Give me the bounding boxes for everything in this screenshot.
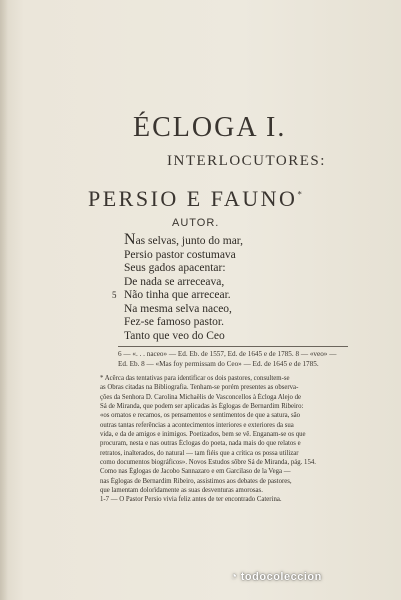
footnote-line: «os ornatos e recamos, os pensamentos e sentimentos de que a satura, são [100,412,301,420]
author-label: AUTOR. [172,217,220,229]
verse-line: Nas selvas, junto do mar, [124,231,244,248]
verse-line: Tanto que veo do Ceo [124,329,225,342]
interlocutores-heading: INTERLOCUTORES: [167,153,326,169]
footnote-line: 1-7 — O Pastor Persio vivia feliz antes de ter encontrado Caterina. [100,496,282,504]
verse-line: Fez-se famoso pastor. [124,316,224,328]
footnote-line: vida, e da de amigos e inimigos. Poetizados, bem se vê. Enganam-se os que [100,431,306,439]
drop-cap: N [124,231,136,248]
page-title: ÉCLOGA I. [133,112,287,143]
footnote-marker: * [297,189,305,200]
verse-line: Na mesma selva naceo, [124,302,232,315]
variants-divider [118,346,348,347]
footnote-line: Como nas Églogas de Jacobo Sannazaro e em Garcilaso de la Vega — [100,468,291,476]
verse-line: Seus gados apacentar: [124,262,226,274]
verse-line: 5 Não tinha que arrecear. [112,289,231,301]
footnote-line: outras tantas referências a acontecimentos interiores e exteriores da sua [100,421,294,429]
footnote-line: Sá de Miranda, que podem ser aplicadas às Églogas de Bernardim Ribeiro: [100,403,304,411]
footnotes [100,374,354,505]
footnote-line: procuram, nesta e nas outras Éclogas do poeta, nada mais do que relatos e [100,440,301,448]
verse-line: De nada se arreceava, [124,275,225,288]
verse-block [112,231,324,343]
watermark [230,569,322,583]
characters-names: PERSIO E FAUNO [88,186,298,211]
textual-variants [118,349,353,369]
footnote-line: as Obras citadas na Bibliografia. Tenham-se porém presentes as observa- [100,384,299,392]
line-number: 5 [112,290,117,300]
footnote-line: * Acêrca das tentativas para identificar os dois pastores, consultem-se [100,375,290,382]
page-spine-shadow [0,0,8,600]
watermark-text: todocoleccion [240,571,322,583]
footnote-line: que lamentam dolorïdamente as suas desventuras amorosas. [100,487,263,495]
variant-line: Ed. Eb. 8 — «Mas foy permissam do Ceo» — Ed. de 1645 e de 1785. [118,360,319,368]
characters-heading [88,186,304,212]
footnote-line: nas Églogas de Bernardim Ribeiro, assistimos aos debates de pastores, [100,477,292,485]
footnote-line: como documentos biográficos». Novos Estudos sôbre Sá de Miranda, pág. 154. [100,459,316,467]
variant-line: 6 — «. . . naceo» — Ed. Eb. de 1557, Ed. de 1645 e de 1785. 8 — «veo» — [118,350,337,358]
verse-line: Persio pastor costumava [124,248,236,261]
footnote-line: ções da Senhora D. Carolina Michaëlis de Vasconcellos à Écloga Alejo de [100,393,302,401]
footnote-line: retratos, inalterados, do natural — tam fiéis que a crítica os possa utilizar [100,449,299,457]
watermark-logo-icon: ◔ [230,569,238,583]
